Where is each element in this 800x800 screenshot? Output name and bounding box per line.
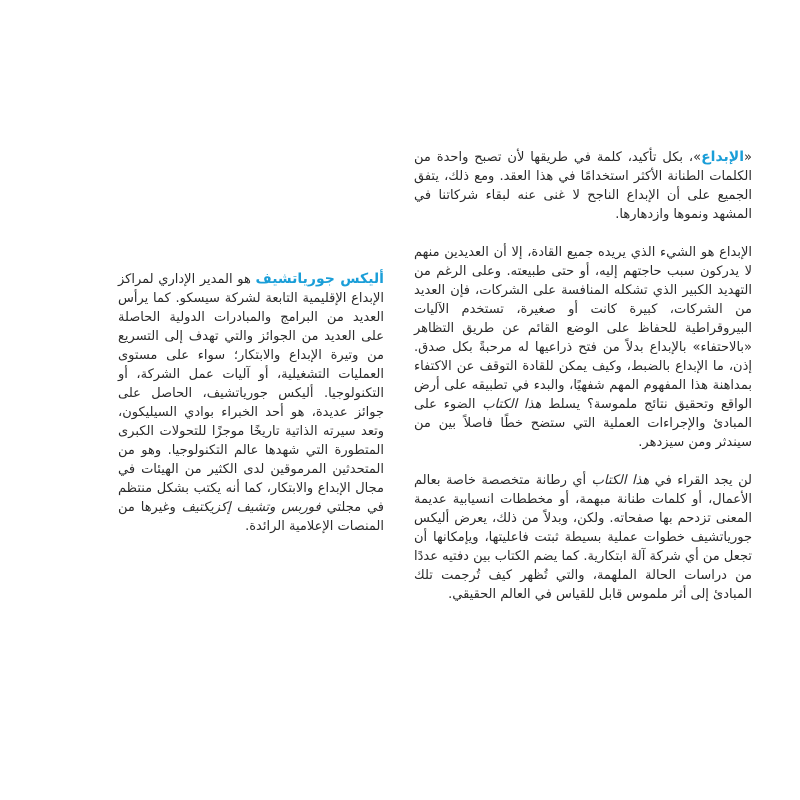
body-paragraph-3	[414, 471, 752, 604]
bio-magazines: فوربس وتشيف إكزيكتيف	[181, 500, 321, 515]
intro-paragraph	[414, 148, 752, 224]
p2-text-b: الضوء على المبادئ والإجراءات العملية التي ستضح خطًا فاصلاً بين من سيندثر ومن سيزدهر.	[414, 397, 752, 450]
p2-text-a: الإبداع هو الشيء الذي يريده جميع القادة، إلا أن العديدين منهم لا يدركون سبب حاجتهم إليه، أو حتى طبيعته. وعلى الرغم من التهديد الكبير الذي تشكله المنافسة على الشركات، فإن العديد من الشركات، كبيرة كانت أو صغيرة، تستخدم الآليات البيروقراطية للحفاظ على الوضع القائم عن طريق التظاهر «بالاحتفاء» بالإبداع بدلاً من فتح ذراعيها له مرحبةً بكل صدق. إذن، ما الإبداع بالضبط، وكيف يمكن للقادة التوقف عن الاكتفاء بمداهنة هذا المفهوم المهم شفهيًا، والبدء في تطبيقه على أرض الواقع وتحقيق نتائج ملموسة؟ يسلط	[414, 245, 752, 412]
author-bio	[118, 270, 384, 536]
open-quote: «	[744, 150, 752, 165]
p3-text-b: أي رطانة متخصصة خاصة بعالم الأعمال، أو كلمات طنانة مبهمة، أو مخططات انسيابية عديمة المعنى تزدحم بها صفحاته. ولكن، وبدلاً من ذلك، يعرض أليكس جورياتشيف خطوات عملية بسيطة ثبتت فاعليتها، ويإمكانها أن تجعل من أي شركة آلة ابتكارية. كما يضم الكتاب بين دفتيه عددًا من دراسات الحالة الملهمة، والتي تُظهر كيف تُرجمت تلك المبادئ إلى أثر ملموس قابل للقياس في العالم الحقيقي.	[414, 473, 752, 602]
author-name: أليكس جورياتشيف	[255, 271, 384, 287]
highlight-keyword: الإبداع	[701, 149, 745, 165]
p3-book-reference: هذا الكتاب	[591, 473, 650, 488]
p2-book-reference: هذا الكتاب	[482, 397, 542, 412]
bio-text-b: وغيرها من المنصات الإعلامية الرائدة.	[118, 500, 384, 534]
bio-text-a: هو المدير الإداري لمراكز الإبداع الإقليمية التابعة لشركة سيسكو. كما يرأس العديد من البرامج والمبادرات الدولية الحاصلة على العديد من الجوائز والتي تهدف إلى التسريع من وتيرة الإبداع والابتكار؛ سواء على مستوى العمليات التشغيلية، أو آليات عمل الشركة، أو التكنولوجيا. أليكس جورياتشيف، الحاصل على جوائز عديدة، هو أحد الخبراء بوادي السيليكون، وتعد سيرته الذاتية تاريخًا موجزًا للتحولات الكبرى المتطورة التي شهدها عالم التكنولوجيا. وهو من المتحدثين المرموقين لدى الكثير من الهيئات في مجال الإبداع والابتكار، كما أنه يكتب بشكل منتظم في مجلتي	[118, 272, 384, 515]
intro-text: »، بكل تأكيد، كلمة في طريقها لأن تصبح واحدة من الكلمات الطنانة الأكثر استخدامًا في هذا العقد. ومع ذلك، يتفق الجميع على أن الإبداع الناجح لا غنى عنه لبقاء شركاتنا في المشهد ونموها وازدهارها.	[414, 150, 752, 222]
right-column	[414, 148, 752, 623]
left-column	[118, 270, 384, 555]
body-paragraph-2	[414, 243, 752, 452]
p3-text-a: لن يجد القراء في	[654, 473, 752, 488]
